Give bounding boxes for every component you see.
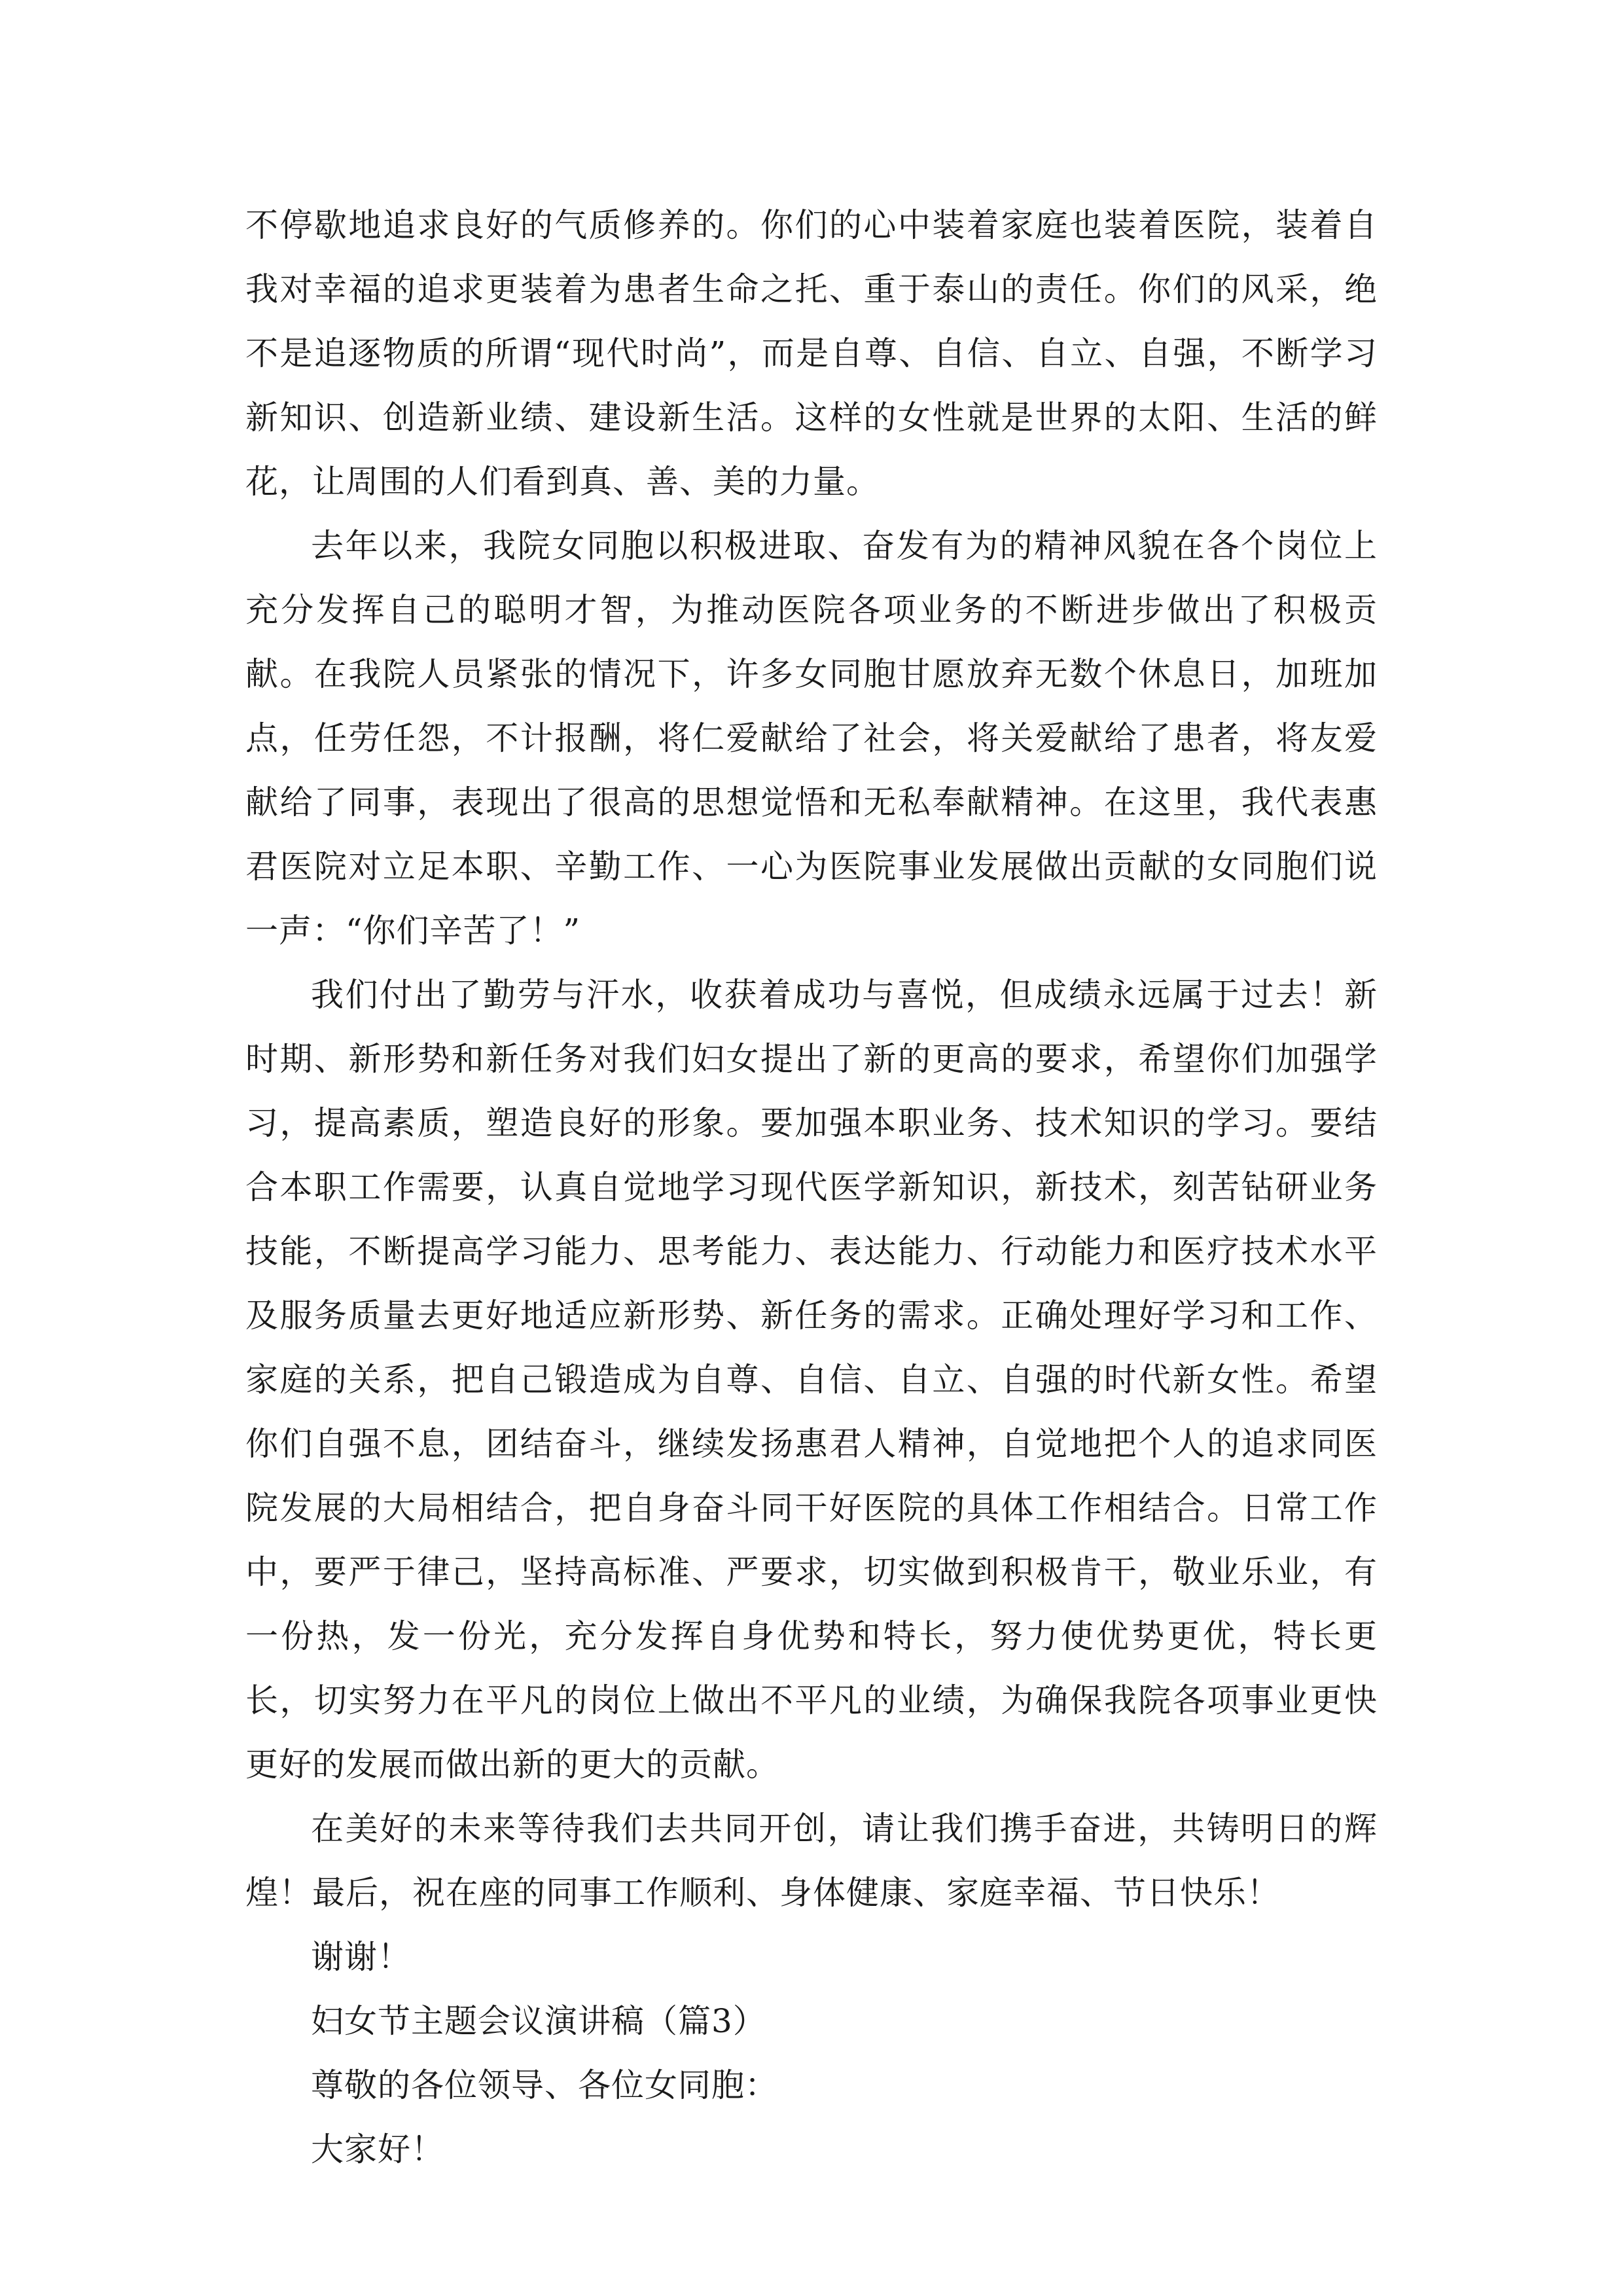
paragraph-hard-work: 我们付出了勤劳与汗水，收获着成功与喜悦，但成绩永远属于过去！新时期、新形势和新任务对我们妇女提出了新的更高的要求，希望你们加强学习，提高素质，塑造良好的形象。要加强本职业务、技术知识的学习。要结合本职工作需要，认真自觉地学习现代医学新知识，新技术，刻苦钻研业务技能，不断提高学习能力、思考能力、表达能力、行动能力和医疗技术水平及服务质量去更好地适应新形势、新任务的需求。正确处理好学习和工作、家庭的关系，把自己锻造成为自尊、自信、自立、自强的时代新女性。希望你们自强不息，团结奋斗，继续发扬惠君人精神，自觉地把个人的追求同医院发展的大局相结合，把自身奋斗同干好医院的具体工作相结合。日常工作中，要严于律己，坚持高标准、严要求，切实做到积极肯干，敬业乐业，有一份热，发一份光，充分发挥自身优势和特长，努力使优势更优，特长更长，切实努力在平凡的岗位上做出不平凡的业绩，为确保我院各项事业更快更好的发展而做出新的更大的贡献。 [245, 976, 1378, 1784]
paragraph-last-year: 去年以来，我院女同胞以积极进取、奋发有为的精神风貌在各个岗位上充分发挥自己的聪明才智，为推动医院各项业务的不断进步做出了积极贡献。在我院人员紧张的情况下，许多女同胞甘愿放弃无数个休息日，加班加点，任劳任怨，不计报酬，将仁爱献给了社会，将关爱献给了患者，将友爱献给了同事，表现出了很高的思想觉悟和无私奉献精神。在这里，我代表惠君医院对立足本职、辛勤工作、一心为医院事业发展做出贡献的女同胞们说一声：“你们辛苦了！” [245, 527, 1378, 950]
paragraph-future: 在美好的未来等待我们去共同开创，请让我们携手奋进，共铸明日的辉煌！最后，祝在座的同事工作顺利、身体健康、家庭幸福、节日快乐！ [245, 1810, 1378, 1912]
paragraph-thanks: 谢谢！ [311, 1938, 411, 1976]
salutation: 尊敬的各位领导、各位女同胞： [311, 2066, 778, 2104]
paragraph-continued: 不停歇地追求良好的气质修养的。你们的心中装着家庭也装着医院，装着自我对幸福的追求更装着为患者生命之托、重于泰山的责任。你们的风采，绝不是追逐物质的所谓“现代时尚”，而是自尊、自信、自立、自强，不断学习新知识、创造新业绩、建设新生活。这样的女性就是世界的太阳、生活的鲜花，让周围的人们看到真、善、美的力量。 [245, 206, 1378, 501]
greeting: 大家好！ [311, 2130, 444, 2168]
document-body [245, 193, 1378, 2181]
section-title: 妇女节主题会议演讲稿（篇3） [311, 2002, 766, 2040]
